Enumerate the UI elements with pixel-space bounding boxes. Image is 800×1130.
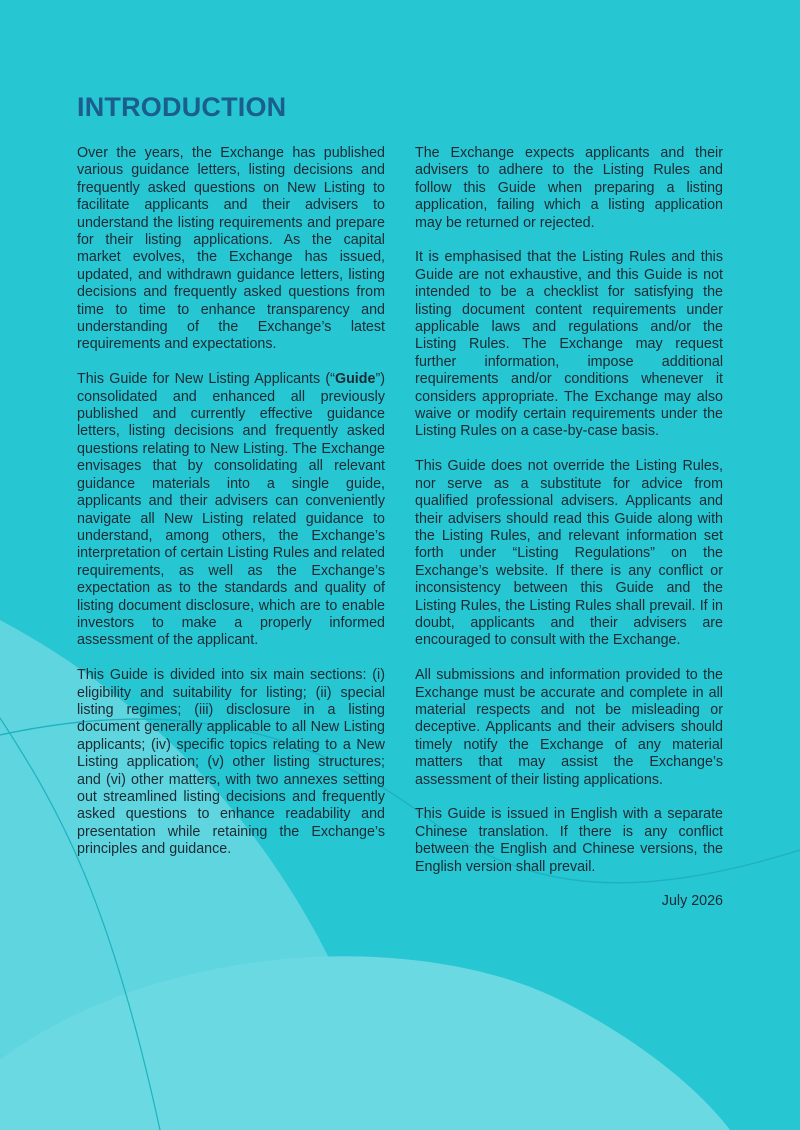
paragraph: All submissions and information provided to the Exchange must be accurate and complete in all material respects and not be misleading or deceptive. Applicants and their advisers should timely notify the Exchange of any material matters that may assist the Exchange’s assessment of their listing applications. (415, 667, 723, 788)
paragraph-text: This Guide for New Listing Applicants (“ (77, 371, 335, 388)
paragraph-text: ”) consolidated and enhanced all previously published and currently effective guidance letters, listing decisions and frequently asked questions relating to New Listing. The Exchange envisages that by consolidating all relevant guidance materials into a single guide, applicants and their advisers can conveniently navigate all New Listing related guidance to understand, among others, the Exchange’s interpretation of certain Listing Rules and related requirements, as well as the Exchange’s expectation as to the standards and quality of listing document disclosure, which are to enable investors to make a properly informed assessment of the applicant. (77, 371, 385, 649)
paragraph: This Guide is issued in English with a separate Chinese translation. If there is any conflict between the English and Chinese versions, the English version shall prevail. (415, 806, 723, 875)
paragraph: This Guide is divided into six main sections: (i) eligibility and suitability for listing; (ii) special listing regimes; (iii) disclosure in a listing document generally applicable to all New Listing applicants; (iv) specific topics relating to a New Listing application; (v) other listing structures; and (vi) other matters, with two annexes setting out streamlined listing decisions and frequently asked questions to enhance readability and presentation while retaining the Exchange’s principles and guidance. (77, 667, 385, 858)
right-column (415, 145, 723, 928)
issue-date: July 2026 (661, 893, 723, 910)
page-title: INTRODUCTION (77, 92, 287, 122)
paragraph: This Guide does not override the Listing Rules, nor serve as a substitute for advice from qualified professional advisers. Applicants and their advisers should read this Guide along with the Listing Rules, and relevant information set forth under “Listing Regulations” on the Exchange’s website. If there is any conflict or inconsistency between this Guide and the Listing Rules, the Listing Rules shall prevail. If in doubt, applicants and their advisers are encouraged to consult with the Exchange. (415, 458, 723, 649)
paragraph: Over the years, the Exchange has published various guidance letters, listing decisions and frequently asked questions on New Listing to facilitate applicants and their advisers to understand the listing requirements and prepare for their listing applications. As the capital market evolves, the Exchange has issued, updated, and withdrawn guidance letters, listing decisions and frequently asked questions from time to time to enhance transparency and understanding of the Exchange’s latest requirements and expectations. (77, 145, 385, 353)
paragraph (77, 371, 385, 650)
paragraph: The Exchange expects applicants and their advisers to adhere to the Listing Rules and follow this Guide when preparing a listing application, failing which a listing application may be returned or rejected. (415, 145, 723, 231)
paragraph: It is emphasised that the Listing Rules and this Guide are not exhaustive, and this Guide is not intended to be a checklist for satisfying the listing document content requirements under applicable laws and regulations and/or the Listing Rules. The Exchange may request further information, impose additional requirements and/or conditions whenever it considers appropriate. The Exchange may also waive or modify certain requirements under the Listing Rules on a case-by-case basis. (415, 249, 723, 440)
left-column (77, 145, 385, 876)
guide-term-bold: Guide (334, 371, 376, 388)
